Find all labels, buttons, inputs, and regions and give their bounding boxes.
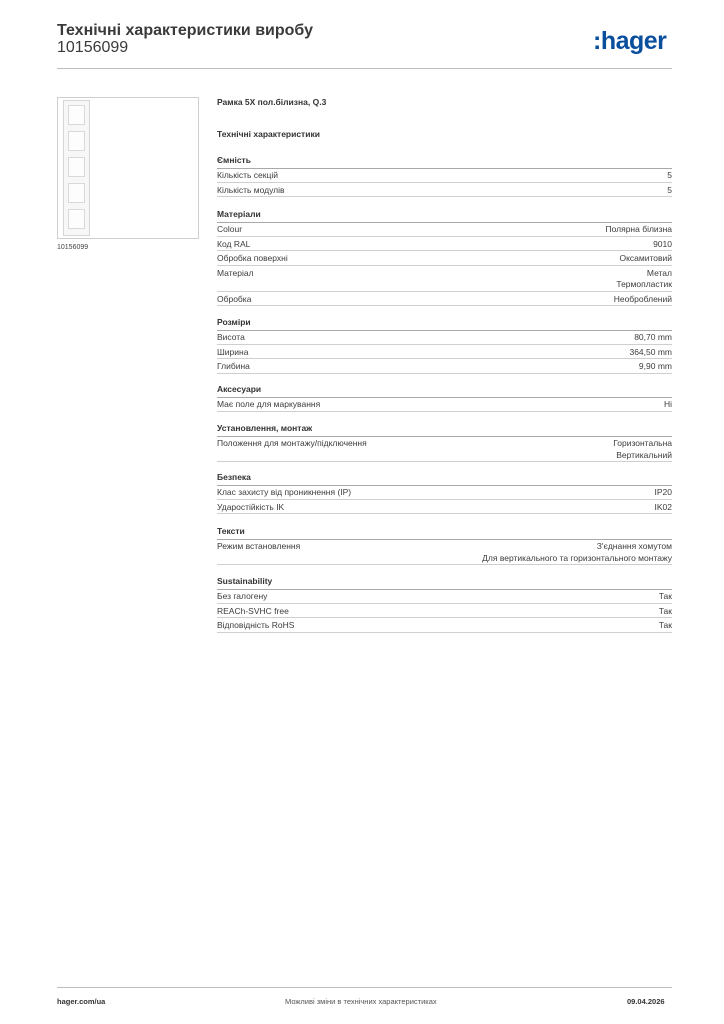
- spec-value: [482, 541, 672, 564]
- spec-value-line: 5: [667, 170, 672, 180]
- spec-value: [613, 438, 672, 461]
- spec-label: Ударостійкість IK: [217, 501, 285, 512]
- frame-slot: [68, 209, 85, 229]
- product-code: 10156099: [57, 39, 129, 56]
- spec-value: [653, 239, 672, 251]
- spec-label: Обробка: [217, 293, 252, 304]
- spec-row: [217, 359, 672, 374]
- image-caption: 10156099: [57, 244, 89, 251]
- spec-label: Ширина: [217, 346, 249, 357]
- section-title: Sustainability: [217, 576, 273, 586]
- spec-value-line: 364,50 mm: [629, 346, 672, 357]
- spec-label: Положення для монтажу/підключення: [217, 438, 367, 448]
- frame-slot: [68, 157, 85, 177]
- spec-row: [217, 604, 672, 619]
- spec-label: Висота: [217, 332, 245, 342]
- hager-logo: :hager: [593, 27, 667, 55]
- section-title: Установлення, монтаж: [217, 423, 313, 433]
- spec-value-line: Полярна білизна: [605, 224, 672, 234]
- spec-value-line: Оксамитовий: [619, 253, 672, 263]
- spec-row: [217, 397, 672, 412]
- section-title: Аксесуари: [217, 384, 262, 394]
- spec-row: [217, 222, 672, 237]
- spec-value: [659, 606, 672, 618]
- spec-row: [217, 589, 672, 604]
- spec-label: Кількість секцій: [217, 170, 278, 180]
- spec-value: [655, 502, 673, 514]
- frame-slot: [68, 131, 85, 151]
- spec-row: [217, 266, 672, 292]
- spec-value: [605, 224, 672, 236]
- spec-row: [217, 251, 672, 266]
- spec-label: Код RAL: [217, 238, 251, 249]
- spec-value-line: Горизонтальна: [613, 438, 672, 448]
- section-title: Розміри: [217, 317, 251, 327]
- spec-label: Кількість модулів: [217, 184, 285, 195]
- spec-value-line: IK02: [654, 501, 672, 512]
- frame-slot: [68, 183, 85, 203]
- footer-divider: [57, 987, 672, 988]
- section-title: Матеріали: [217, 209, 261, 219]
- spec-value-line: Так: [658, 620, 672, 630]
- page-title: Технічні характеристики виробу: [57, 22, 313, 39]
- frame-illustration: [63, 100, 90, 236]
- product-name: Рамка 5X пол.білизна, Q.3: [217, 97, 327, 107]
- spec-label: Colour: [217, 224, 243, 234]
- spec-value-line: Так: [658, 605, 672, 616]
- spec-row: [217, 183, 672, 198]
- spec-row: [217, 345, 672, 360]
- spec-label: Режим встановлення: [217, 541, 301, 551]
- section-title: Ємність: [217, 155, 251, 165]
- spec-value: [659, 620, 672, 632]
- spec-value: [616, 268, 672, 291]
- spec-value: [634, 332, 672, 344]
- spec-value: [614, 294, 672, 306]
- spec-value-line: Для вертикального та горизонтального монтажу: [482, 552, 672, 563]
- spec-value-line: 9010: [653, 238, 672, 249]
- spec-row: [217, 436, 672, 462]
- spec-label: REACh-SVHC free: [217, 605, 289, 616]
- spec-value-line: 5: [667, 184, 672, 195]
- footer-disclaimer: Можливі зміни в технічних характеристиках: [285, 997, 437, 1006]
- spec-value-line: Ні: [663, 399, 672, 409]
- spec-label: Глибина: [217, 361, 250, 371]
- spec-value: [667, 185, 672, 197]
- spec-row: [217, 500, 672, 515]
- spec-value: [639, 361, 672, 373]
- spec-label: Обробка поверхні: [217, 253, 288, 263]
- spec-row: [217, 168, 672, 183]
- spec-row: [217, 485, 672, 500]
- footer-date: 09.04.2026: [627, 997, 665, 1006]
- spec-value-line: Так: [658, 591, 672, 601]
- spec-value: [655, 487, 673, 499]
- spec-value-line: Вертикальний: [616, 449, 672, 460]
- section-title: Безпека: [217, 472, 251, 482]
- spec-label: Відповідність RoHS: [217, 620, 295, 630]
- section-title: Тексти: [217, 526, 245, 536]
- footer-website: hager.com/ua: [57, 997, 106, 1006]
- spec-value: [619, 253, 672, 265]
- spec-value: [629, 347, 672, 359]
- spec-row: [217, 539, 672, 565]
- header-divider: [57, 68, 672, 69]
- spec-value-line: 80,70 mm: [634, 332, 672, 342]
- tech-specs-heading: Технічні характеристики: [217, 129, 320, 139]
- frame-slot: [68, 105, 85, 125]
- spec-row: [217, 618, 672, 633]
- spec-row: [217, 330, 672, 345]
- spec-row: [217, 237, 672, 252]
- spec-value: [664, 399, 672, 411]
- spec-value: [659, 591, 672, 603]
- spec-label: Має поле для маркування: [217, 399, 321, 409]
- spec-value-line: IP20: [654, 487, 672, 497]
- spec-value-line: Необроблений: [613, 293, 672, 304]
- spec-value-line: З'єднання хомутом: [596, 541, 672, 551]
- spec-value-line: 9,90 mm: [638, 361, 672, 371]
- spec-label: Клас захисту від проникнення (IP): [217, 487, 352, 497]
- spec-label: Матеріал: [217, 267, 254, 278]
- spec-label: Без галогену: [217, 591, 268, 601]
- spec-value: [667, 170, 672, 182]
- spec-row: [217, 292, 672, 307]
- spec-value-line: Термопластик: [616, 279, 672, 289]
- spec-value-line: Метал: [646, 267, 672, 278]
